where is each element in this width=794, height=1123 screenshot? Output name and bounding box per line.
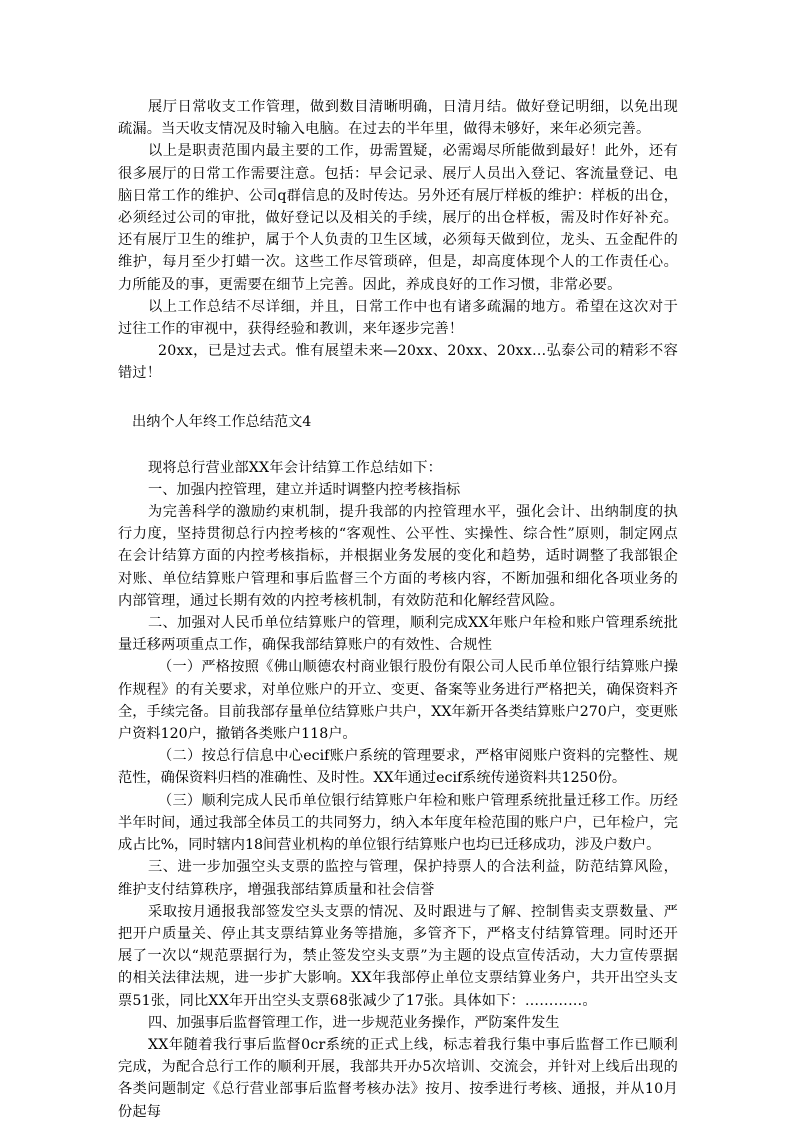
intro-paragraph-1: 展厅日常收支工作管理，做到数目清晰明确，日清月结。做好登记明细，以免出现疏漏。当天收支情况及时输入电脑。在过去的半年里，做得未够好，来年必须完善。 bbox=[118, 99, 678, 138]
intro-paragraph-4: 20xx，已是过去式。惟有展望未来—20xx、20xx、20xx…弘泰公司的精彩不容错过！ bbox=[118, 343, 678, 382]
document-page bbox=[118, 96, 678, 1123]
section-1-title: 一、加强内控管理，建立并适时调整内控考核指标 bbox=[148, 481, 461, 498]
spacer bbox=[118, 433, 678, 457]
section-1-body: 为完善科学的激励约束机制，提升我部的内控管理水平，强化会计、出纳制度的执行力度，坚持贯彻总行内控考核的“客观性、公平性、实操性、综合性”原则，制定网点在会计结算方面的内控考核指标，并根据业务发展的变化和趋势，适时调整了我部银企对账、单位结算账户管理和事后监督三个方面的考核内容，不断加强和细化各项业务的内部管理，通过长期有效的内控考核机制，有效防范和化解经营风险。 bbox=[118, 504, 678, 609]
intro-paragraph-2: 以上是职责范围内最主要的工作，毋需置疑，必需竭尽所能做到最好！此外，还有很多展厅的日常工作需要注意。包括：早会记录、展厅人员出入登记、客流量登记、电脑日常工作的维护、公司q群信息的及时传达。另外还有展厅样板的维护：样板的出仓，必须经过公司的审批，做好登记以及相关的手续，展厅的出仓样板，需及时作好补充。还有展厅卫生的维护，属于个人负责的卫生区域，必须每天做到位，龙头、五金配件的维护，每月至少打蜡一次。这些工作尽管琐碎，但是，却高度体现个人的工作责任心。力所能及的事，更需要在细节上完善。因此，养成良好的工作习惯，非常必要。 bbox=[118, 143, 678, 293]
section-2-item-2: （二）按总行信息中心ecif账户系统的管理要求，严格审阅账户资料的完整性、规范性，确保资料归档的准确性、及时性。XX年通过ecif系统传递资料共1250份。 bbox=[118, 748, 678, 787]
spacer bbox=[118, 385, 678, 411]
section-3-body: 采取按月通报我部签发空头支票的情况、及时跟进与了解、控制售卖支票数量、严把开户质量关、停止其支票结算业务等措施，多管齐下，严格支付结算管理。同时还开展了一次以“规范票据行为，禁止签发空头支票”为主题的设点宣传活动，大力宣传票据的相关法律法规，进一步扩大影响。XX年我部停止单位支票结算业务户，共开出空头支票51张，同比XX年开出空头支票68张减少了17张。具体如下：…………。 bbox=[118, 903, 678, 1009]
section-2-item-3: （三）顺利完成人民币单位银行结算账户年检和账户管理系统批量迁移工作。历经半年时间，通过我部全体员工的共同努力，纳入本年度年检范围的账户户，已年检户，完成占比%，同时辖内18间营业机构的单位银行结算账户也均已迁移成功，涉及户数户。 bbox=[118, 792, 678, 854]
intro-paragraph-3: 以上工作总结不尽详细，并且，日常工作中也有诸多疏漏的地方。希望在这次对于过往工作的审视中，获得经验和教训，来年逐步完善！ bbox=[118, 298, 678, 338]
section-3-title: 三、进一步加强空头支票的监控与管理，保护持票人的合法利益，防范结算风险，维护支付结算秩序，增强我部结算质量和社会信誉 bbox=[118, 859, 678, 898]
opening-line: 现将总行营业部XX年会计结算工作总结如下： bbox=[148, 459, 442, 476]
section-4-body: XX年随着我行事后监督0cr系统的正式上线，标志着我行集中事后监督工作已顺利完成，为配合总行工作的顺利开展，我部共开办5次培训、交流会，并针对上线后出现的各类问题制定《总行营业部事后监督考核办法》按月、按季进行考核、通报，并从10月份起每 bbox=[118, 1036, 678, 1120]
section-4-title: 四、加强事后监督管理工作，进一步规范业务操作，严防案件发生 bbox=[148, 1014, 560, 1031]
section-title: 出纳个人年终工作总结范文4 bbox=[132, 413, 312, 430]
section-2-item-1: （一）严格按照《佛山顺德农村商业银行股份有限公司人民币单位银行结算账户操作规程》的有关要求，对单位账户的开立、变更、备案等业务进行严格把关，确保资料齐全，手续完备。目前我部存量单位结算账户共户，XX年新开各类结算账户270户，变更账户资料120户，撤销各类账户118户。 bbox=[118, 659, 678, 743]
section-2-title: 二、加强对人民币单位结算账户的管理，顺利完成XX年账户年检和账户管理系统批量迁移两项重点工作，确保我部结算账户的有效性、合规性 bbox=[118, 615, 678, 654]
